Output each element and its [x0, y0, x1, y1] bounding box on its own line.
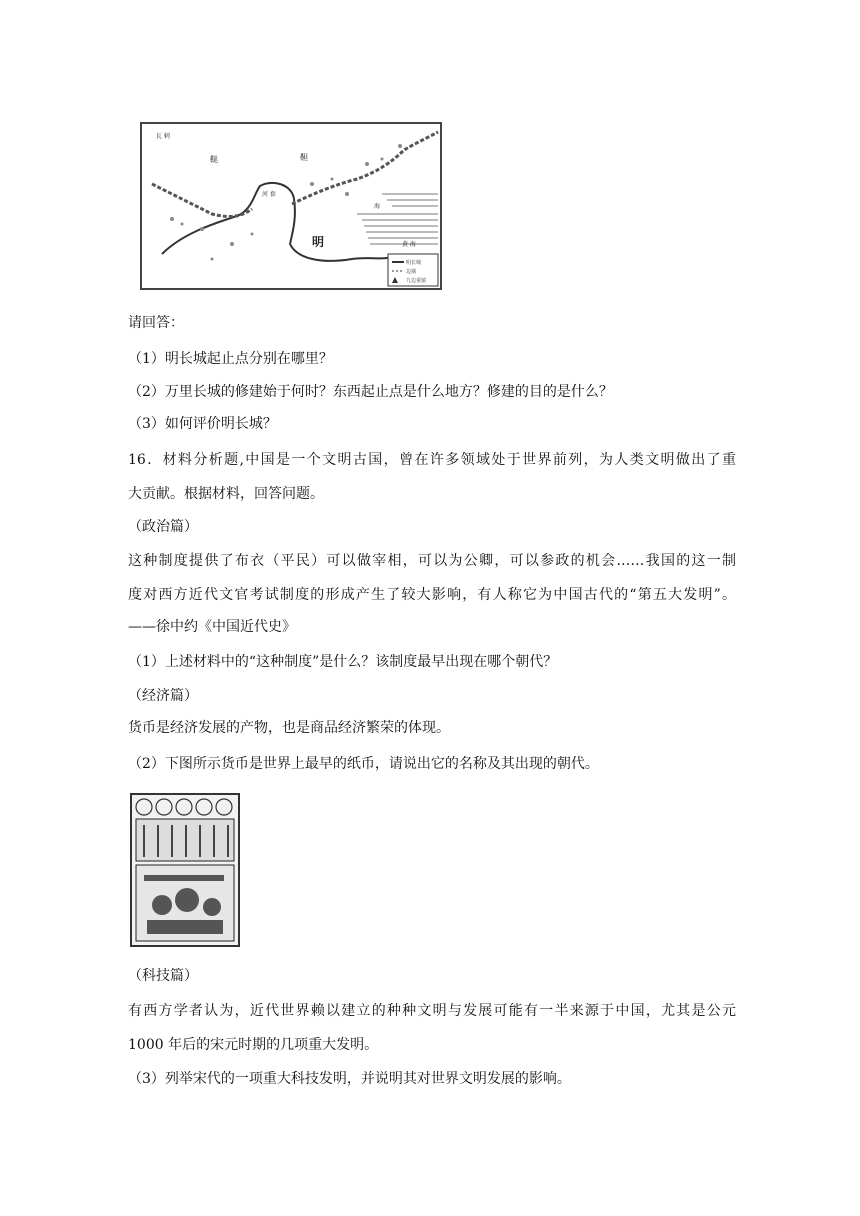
question-3: （3）如何评价明长城？: [128, 416, 277, 432]
prompt-answer: 请回答：: [128, 315, 184, 331]
section-politics: （政治篇）: [128, 519, 198, 535]
section-technology: （科技篇）: [128, 968, 198, 984]
politics-source: ——徐中约《中国近代史》: [128, 619, 296, 635]
question-2: （2）万里长城的修建始于何时？东西起止点是什么地方？修建的目的是什么？: [128, 384, 613, 400]
q16-stem-line-1: 16．材料分析题,中国是一个文明古国，曾在许多领域处于世界前列，为人类文明做出了重: [128, 452, 736, 468]
technology-material-line-2: 1000 年后的宋元时期的几项重大发明。: [128, 1037, 379, 1053]
economy-material: 货币是经济发展的产物，也是商品经济繁荣的体现。: [128, 720, 450, 736]
politics-material-line-1: 这种制度提供了布衣（平民）可以做宰相，可以为公卿，可以参政的机会……我国的这一制: [128, 553, 736, 569]
map-label-huanghai: 黄 海: [402, 241, 416, 248]
map-label-da: 鞑: [210, 155, 218, 164]
map-label-ming: 明: [312, 235, 325, 249]
map-label-hetao: 河 套: [262, 191, 276, 198]
legend-item-3: 九边重镇: [406, 278, 427, 284]
yellow-river: [162, 183, 397, 261]
section-economy: （经济篇）: [128, 688, 198, 704]
sub-question-1: （1）上述材料中的“这种制度”是什么？该制度最早出现在哪个朝代？: [128, 654, 558, 670]
sub-question-3: （3）列举宋代的一项重大科技发明，并说明其对世界文明发展的影响。: [128, 1071, 571, 1087]
great-wall-line: [152, 132, 438, 216]
legend-item-2: 边墙: [406, 269, 417, 275]
map-label-wala: 瓦 剌: [156, 133, 170, 140]
politics-material-line-2: 度对西方近代文官考试制度的形成产生了较大影响，有人称它为中国古代的“第五大发明”。: [128, 587, 736, 603]
legend-item-1: 明长城: [406, 260, 422, 266]
sub-question-2: （2）下图所示货币是世界上最早的纸币，请说出它的名称及其出现的朝代。: [128, 756, 599, 772]
question-1: （1）明长城起止点分别在哪里？: [128, 351, 333, 367]
terrain-speckles: [170, 144, 402, 261]
map-label-dan: 靼: [300, 153, 308, 162]
great-wall-map: [140, 122, 442, 290]
sea-hatching: [357, 194, 438, 244]
q16-stem-line-2: 大贡献。根据材料，回答问题。: [128, 486, 324, 502]
technology-material-line-1: 有西方学者认为，近代世界赖以建立的种种文明与发展可能有一半来源于中国，尤其是公元: [128, 1003, 736, 1019]
jiaozi-banknote-image: [130, 793, 240, 947]
map-label-hai: 海: [374, 203, 381, 210]
